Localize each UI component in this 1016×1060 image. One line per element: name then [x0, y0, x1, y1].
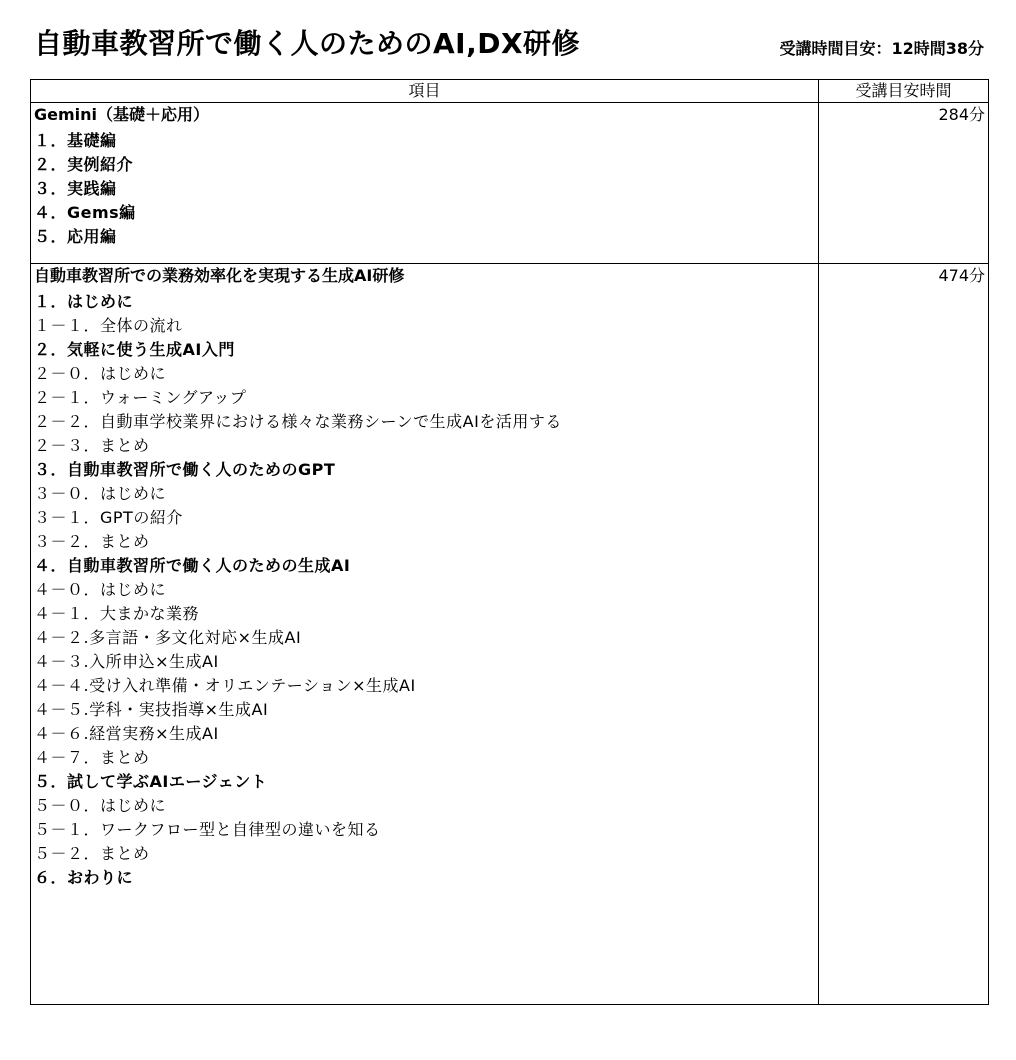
list-item: ２．実例紹介 [34, 155, 134, 174]
list-item: ５．試して学ぶAIエージェント [34, 772, 268, 791]
list-item: ２－０．はじめに [34, 364, 167, 383]
page-title: 自動車教習所で働く人のためのAI,DX研修 [34, 27, 581, 60]
list-item: ５－１．ワークフロー型と自律型の違いを知る [34, 820, 381, 839]
section-cell [31, 264, 819, 1005]
list-item: ３－０．はじめに [34, 484, 167, 503]
list-item: ４－７．まとめ [34, 748, 150, 767]
header-time: 受講目安時間 [819, 80, 989, 103]
list-item: ２．気軽に使う生成AI入門 [34, 340, 235, 359]
list-item: １．はじめに [34, 292, 134, 311]
list-item: １－１．全体の流れ [34, 316, 183, 335]
list-item: ４－３.入所申込×生成AI [34, 652, 219, 671]
list-item: ４．Gems編 [34, 203, 136, 222]
list-item: ４．自動車教習所で働く人のための生成AI [34, 556, 351, 575]
list-item: ５－０．はじめに [34, 796, 167, 815]
list-item: ４－１．大まかな業務 [34, 604, 200, 623]
list-item: ２－１．ウォーミングアップ [34, 388, 247, 407]
list-item: １．基礎編 [34, 131, 117, 150]
list-item: ４－２.多言語・多文化対応×生成AI [34, 628, 302, 647]
list-item: ４－６.経営実務×生成AI [34, 724, 219, 743]
section-title: Gemini（基礎＋応用） [34, 105, 210, 124]
list-item: ４－４.受け入れ準備・オリエンテーション×生成AI [34, 676, 416, 695]
list-item: ３．自動車教習所で働く人のためのGPT [34, 460, 336, 479]
list-item: ３．実践編 [34, 179, 117, 198]
table-row [31, 264, 989, 1005]
list-item: ６．おわりに [34, 868, 134, 887]
course-table [30, 79, 989, 1005]
section-time: 284分 [938, 105, 985, 124]
time-cell [819, 103, 989, 264]
list-item: ４－０．はじめに [34, 580, 167, 599]
time-cell [819, 264, 989, 1005]
list-item: ３－１．GPTの紹介 [34, 508, 183, 527]
table-header-row [31, 80, 989, 103]
header-item: 項目 [31, 80, 819, 103]
item-list [31, 288, 818, 890]
list-item: ４－５.学科・実技指導×生成AI [34, 700, 269, 719]
list-item: ５．応用編 [34, 227, 117, 246]
list-item: ３－２．まとめ [34, 532, 150, 551]
section-title: 自動車教習所での業務効率化を実現する生成AI研修 [34, 266, 405, 285]
list-item: ２－３．まとめ [34, 436, 150, 455]
total-time-label: 受講時間目安：12時間38分 [779, 39, 984, 58]
list-item: ５－２．まとめ [34, 844, 150, 863]
item-list [31, 127, 818, 249]
table-row [31, 103, 989, 264]
section-cell [31, 103, 819, 264]
list-item: ２－２．自動車学校業界における様々な業務シーンで生成AIを活用する [34, 412, 562, 431]
section-time: 474分 [938, 266, 985, 285]
